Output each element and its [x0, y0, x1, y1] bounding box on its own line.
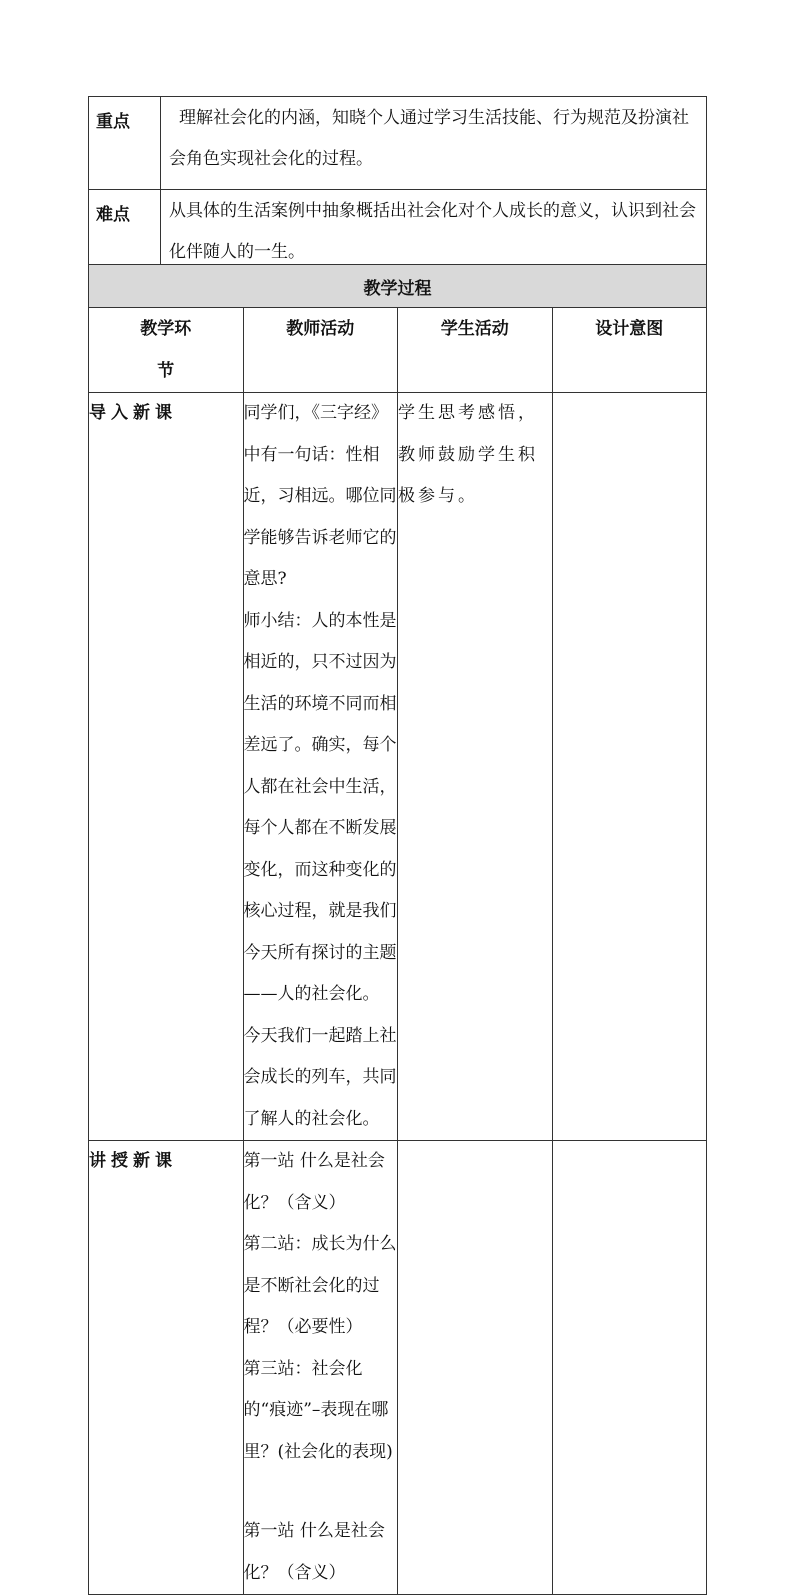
design-intent-cell	[552, 1141, 707, 1595]
student-activity-cell: 学生思考感悟，教师鼓励学生积极参与。	[398, 393, 553, 1141]
teacher-paragraph: 第二站：成长为什么是不断社会化的过程？（必要性）	[243, 1234, 397, 1337]
design-intent-cell	[552, 393, 707, 1141]
difficult-point-text: 从具体的生活案例中抽象概括出社会化对个人成长的意义，认识到社会化伴随人的一生。	[161, 190, 707, 283]
header-row	[89, 308, 707, 393]
teaching-process-table	[88, 264, 707, 1595]
header-teacher: 教师活动	[243, 308, 398, 393]
key-point-text: 理解社会化的内涵，知晓个人通过学习生活技能、行为规范及扮演社会角色实现社会化的过程。	[161, 97, 707, 190]
header-student: 学生活动	[398, 308, 553, 393]
key-point-row	[89, 97, 707, 190]
process-title-row	[89, 265, 707, 308]
student-activity-cell	[398, 1141, 553, 1595]
key-point-label: 重点	[89, 97, 161, 190]
teacher-paragraph: 同学们，《三字经》中有一句话：性相近，习相远。哪位同学能够告诉老师它的意思?	[243, 403, 397, 589]
header-design: 设计意图	[552, 308, 707, 393]
table-row	[89, 393, 707, 1141]
teacher-paragraph: 师小结：人的本性是相近的，只不过因为生活的环境不同而相差远了。确实，每个人都在社会中生活，每个人都在不断发展变化，而这种变化的核心过程，就是我们今天所有探讨的主题——人的社会化。	[243, 610, 397, 1004]
difficult-point-label: 难点	[89, 190, 161, 283]
stage-cell: 导入新课	[89, 393, 244, 1141]
teacher-paragraph: 第三站：社会化的“痕迹”–表现在哪里？(社会化的表现)	[243, 1358, 393, 1462]
header-stage: 教学环节	[89, 308, 244, 393]
spacer	[244, 1473, 398, 1511]
key-points-table	[88, 96, 707, 283]
table-row	[89, 1141, 707, 1595]
teacher-activity-cell	[243, 1141, 398, 1595]
teacher-paragraph: 第一站 什么是社会化？（含义）	[243, 1151, 385, 1213]
teacher-paragraph: 今天我们一起踏上社会成长的列车，共同了解人的社会化。	[243, 1025, 397, 1129]
teacher-activity-cell	[243, 393, 398, 1141]
teacher-paragraph: 第一站 什么是社会化？（含义）	[243, 1521, 385, 1583]
process-title: 教学过程	[89, 265, 707, 308]
stage-cell: 讲授新课	[89, 1141, 244, 1595]
